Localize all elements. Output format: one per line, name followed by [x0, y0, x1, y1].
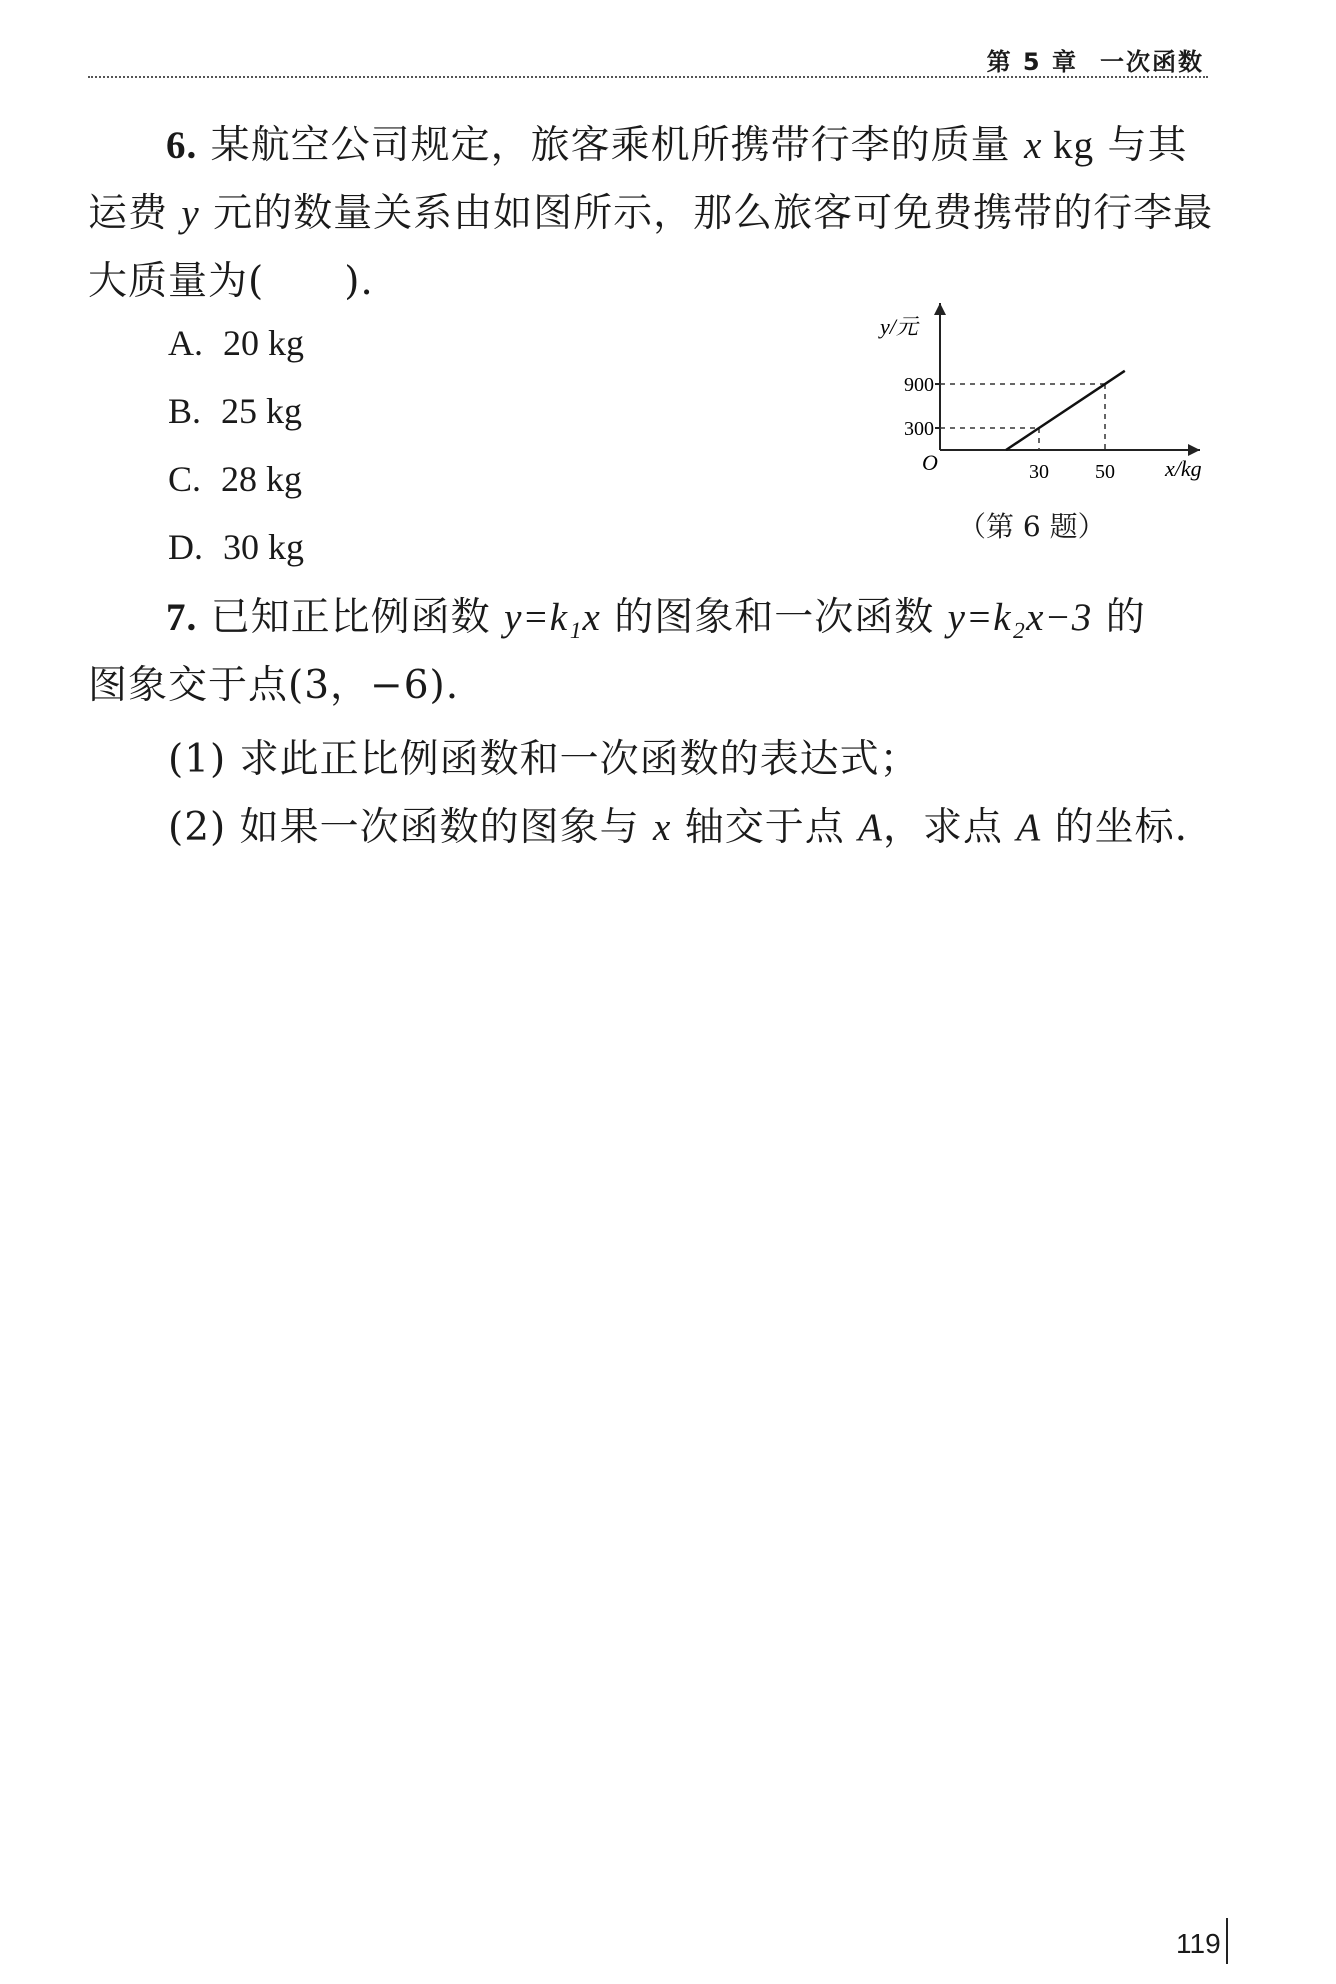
x-tick-label-30: 30	[1029, 461, 1049, 483]
q7-text-1a: 已知正比例函数	[210, 595, 505, 640]
q7-sub2-var-x: x	[653, 806, 672, 849]
option-c	[168, 458, 322, 500]
y-tick-label-900: 900	[904, 374, 934, 397]
q7-subquestion-1: (1) 求此正比例函数和一次函数的表达式；	[168, 737, 920, 782]
option-d	[168, 526, 324, 568]
q6-text-3: 大质量为( ).	[88, 259, 374, 304]
option-d-text: 30 kg	[223, 527, 304, 567]
option-a-label: A.	[168, 323, 203, 363]
origin-label: O	[922, 450, 938, 475]
page-number: 119	[1176, 1928, 1221, 1959]
q7-eq-proportional: y=k₁x	[504, 596, 601, 639]
q7-sub2-point-a-2: A	[1016, 806, 1042, 849]
q7-sub2-point-a: A	[858, 806, 883, 849]
chapter-heading	[965, 42, 1204, 77]
q6-text-1: 某航空公司规定，旅客乘机所携带行李的质量	[210, 123, 1025, 168]
x-axis-label: x/kg	[1165, 456, 1202, 481]
option-b-text: 25 kg	[221, 391, 303, 431]
q7-subquestion-2	[168, 796, 1188, 852]
y-axis-label: y/元	[880, 314, 918, 339]
q7-sub2-b: 轴交于点	[671, 805, 859, 850]
x-tick-label-50: 50	[1095, 461, 1115, 483]
question-6-line-1	[88, 112, 1218, 180]
chapter-title: 一次函数	[1100, 48, 1204, 76]
q7-sub2-d: 的坐标.	[1041, 805, 1189, 850]
option-b	[168, 390, 322, 432]
q6-unit-kg: kg	[1042, 124, 1095, 167]
option-b-label: B.	[168, 391, 202, 431]
q7-sub2-a: (2) 如果一次函数的图象与	[168, 805, 654, 850]
fee-weight-chart	[870, 298, 1230, 498]
option-a-text: 20 kg	[223, 323, 304, 363]
chapter-number: 第 5 章	[986, 48, 1078, 76]
question-6-number: 6.	[166, 124, 198, 167]
q6-text-2-start: 运费	[88, 191, 182, 236]
option-c-text: 28 kg	[221, 459, 303, 499]
question-6-line-2	[88, 180, 1218, 248]
option-a	[168, 322, 324, 364]
q6-var-x: x	[1024, 124, 1043, 167]
q7-eq-linear: y=k₂x−3	[947, 596, 1093, 639]
page-number-rule	[1226, 1918, 1228, 1964]
question-7-number: 7.	[166, 596, 198, 639]
option-d-label: D.	[168, 527, 203, 567]
option-c-label: C.	[168, 459, 202, 499]
y-tick-label-300: 300	[904, 418, 934, 441]
running-header	[88, 36, 1208, 78]
q7-text-1b: 的图象和一次函数	[600, 595, 948, 640]
q6-text-2-end: 元的数量关系由如图所示，那么旅客可免费携带的行李最	[199, 191, 1214, 236]
question-7-line-2	[88, 652, 1218, 720]
q6-text-1-end: 与其	[1094, 123, 1188, 168]
figure-caption: （第 6 题）	[958, 510, 1106, 543]
question-7-line-1	[88, 584, 1218, 652]
q7-sub2-c: ，求点	[882, 805, 1017, 850]
series-line-0	[1006, 371, 1125, 450]
q7-text-2: 图象交于点(3，−6).	[88, 663, 460, 708]
q6-var-y: y	[181, 192, 200, 235]
q7-text-1c: 的	[1092, 595, 1146, 640]
